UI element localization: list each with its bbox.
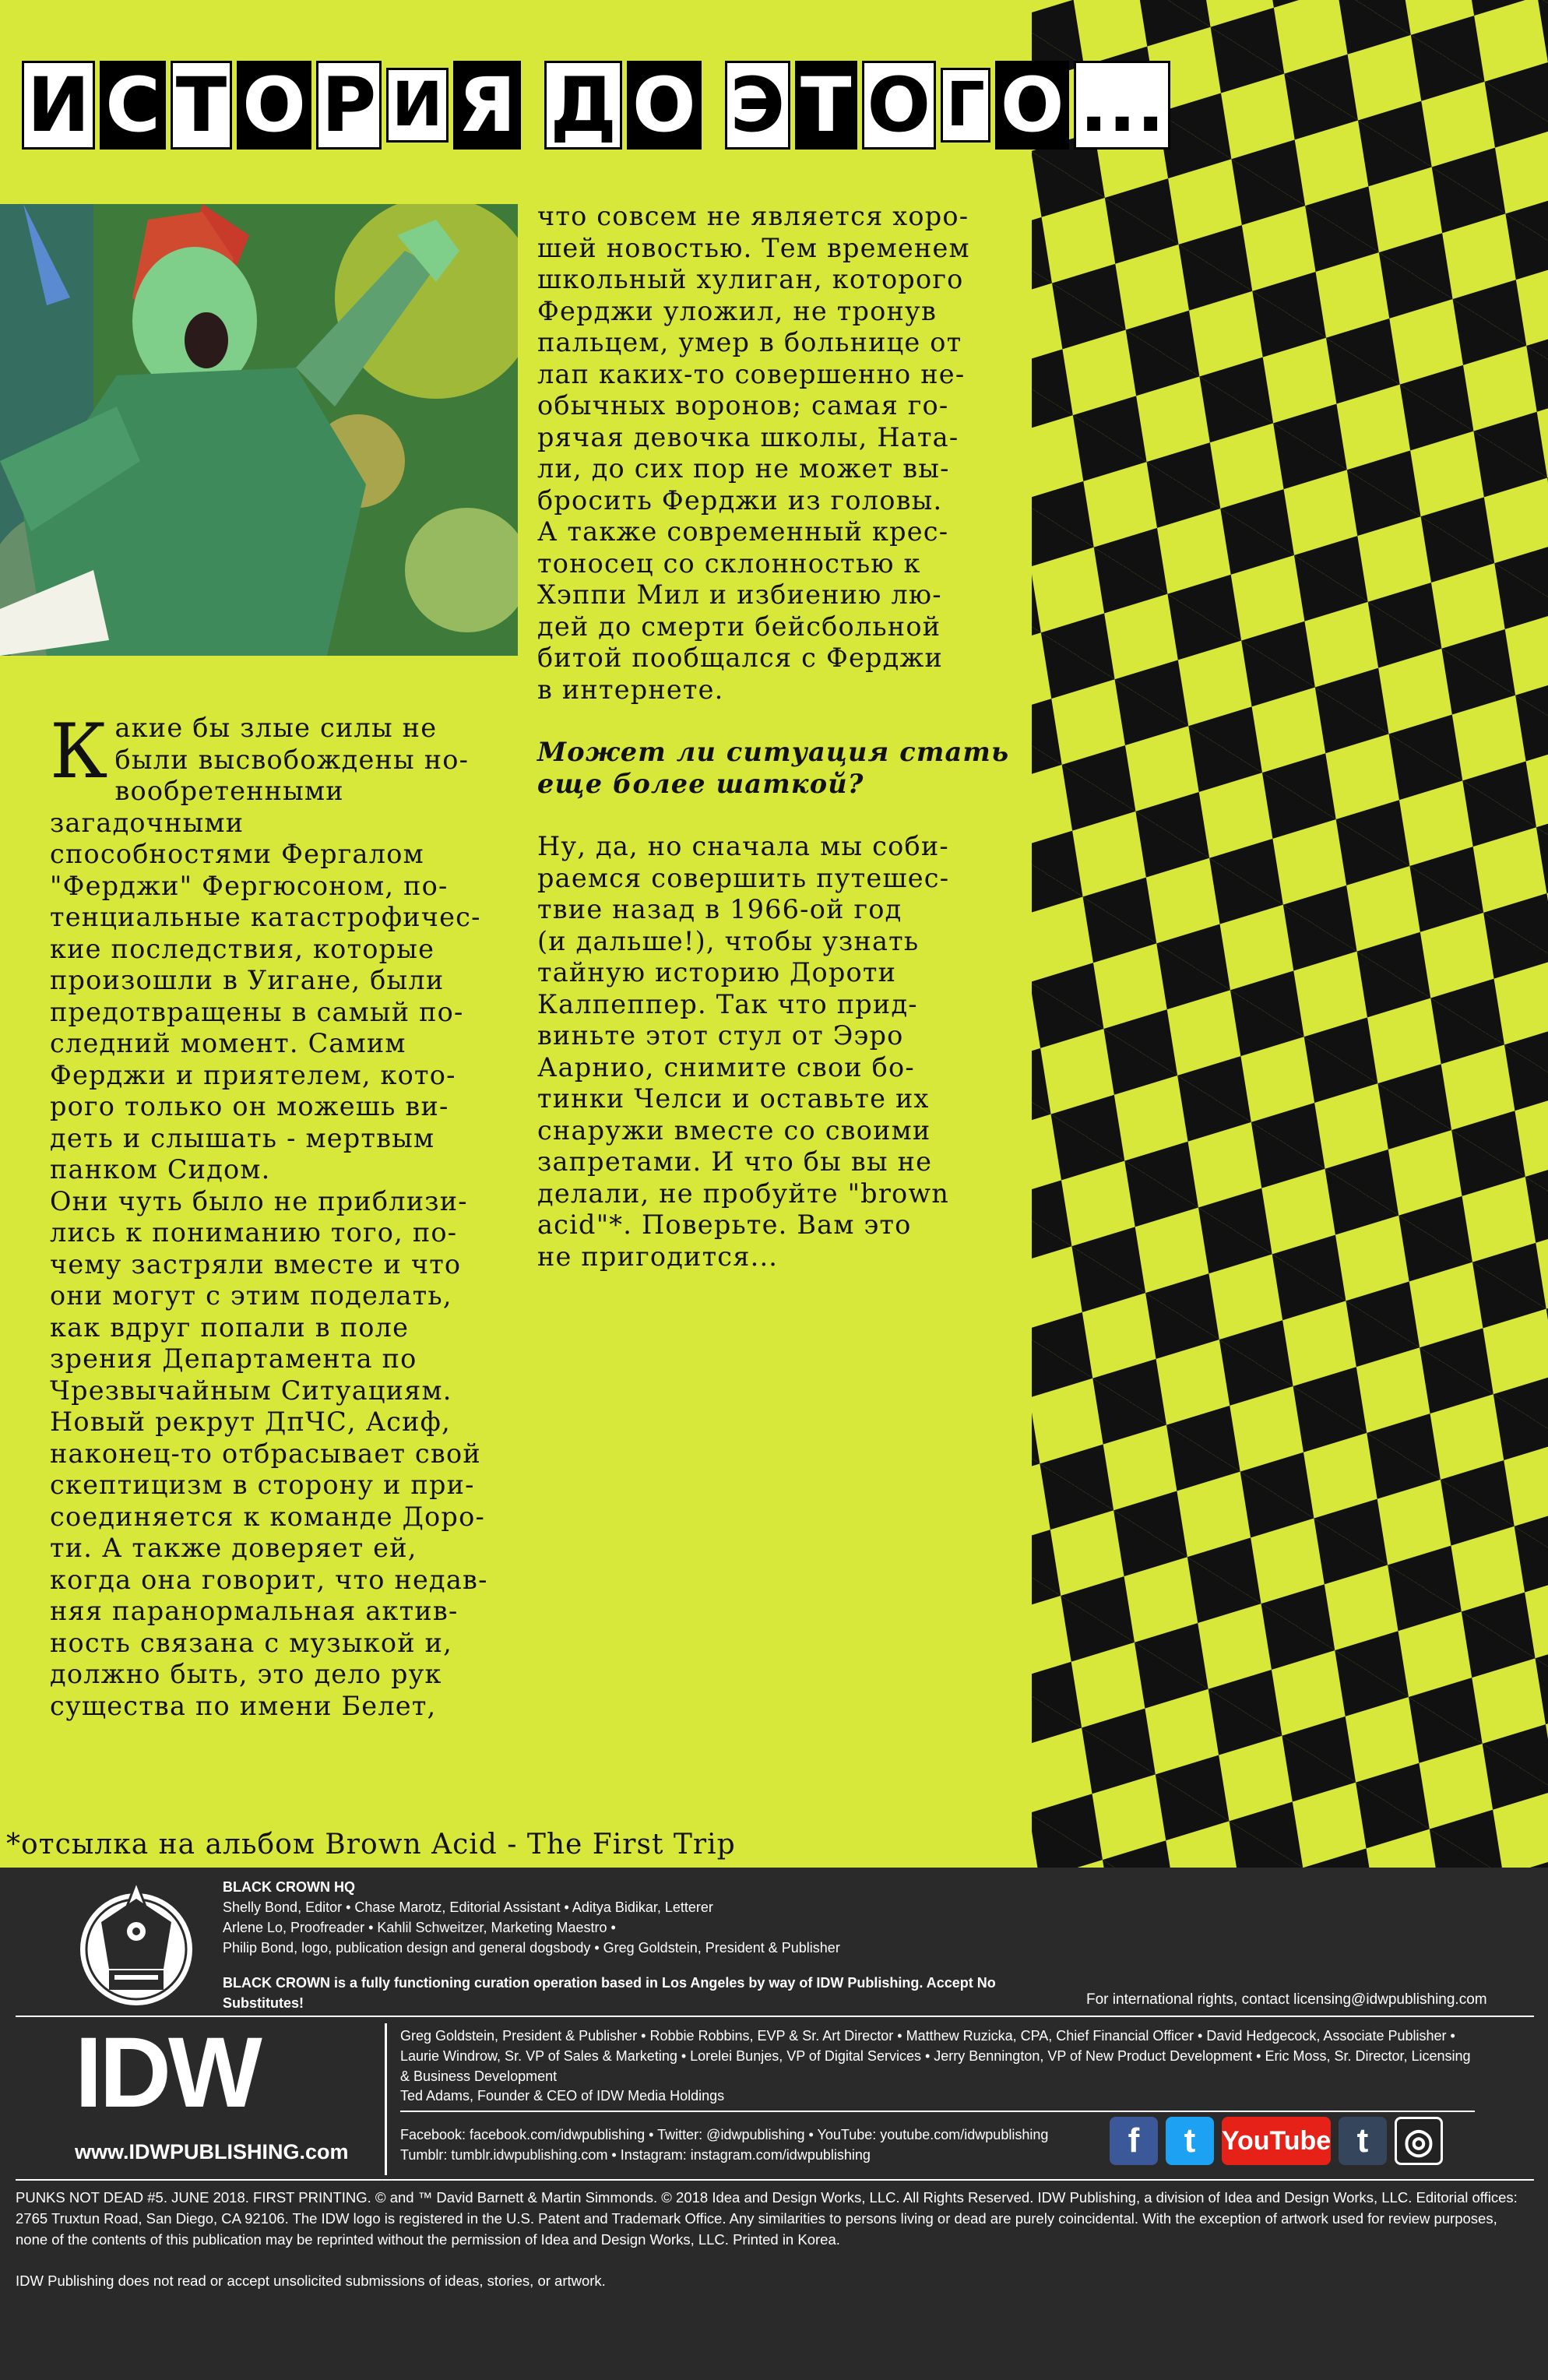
- title-letter: О: [627, 61, 702, 150]
- credits-panel: [0, 1868, 1548, 2380]
- checkerboard-pattern: [1032, 0, 1548, 1868]
- title-letter: Г: [941, 68, 990, 143]
- title-letter: Т: [171, 61, 232, 150]
- instagram-icon[interactable]: ◎: [1395, 2117, 1443, 2165]
- page-title: [22, 55, 1165, 156]
- story-paragraph: что совсем не является хоро- шей новостью. Тем временем школьный хулиган, которого Ферджи уложил, не тронув пальцем, умер в больнице от лап каких-то совершенно не- обычных воронов; самая го- рячая девочка школы, Ната- ли, до сих пор не может вы- бросить Ферджи из головы. А также современный крес- тоносец со склонностью к Хэппи Мил и избиению лю- дей до смерти бейсбольной битой пообщался с Ферджи в интернете.: [537, 201, 970, 705]
- divider: [16, 2179, 1534, 2181]
- black-crown-logo: [74, 1875, 199, 2012]
- divider: [385, 2023, 387, 2175]
- drop-cap: К: [50, 708, 109, 795]
- comic-illustration: [0, 204, 518, 656]
- title-letter: О: [995, 61, 1070, 150]
- idw-staff: Greg Goldstein, President & Publisher • Robbie Robbins, EVP & Sr. Art Director • Matthew Ruzicka, CPA, Chief Financial Officer • David Hedgecock, Associate Publisher • Laurie Windrow, Sr. VP of Sales & Marketing • Lorelei Bunjes, VP of Digital Services • Jerry Bennington, VP of New Product Development • Eric Moss, Sr. Director, Licensing & Business Development: [400, 2028, 1471, 2084]
- title-letter: Д: [544, 61, 622, 150]
- social-line: Facebook: facebook.com/idwpublishing • Twitter: @idwpublishing • YouTube: youtube.com/idwpublishing: [400, 2127, 1049, 2142]
- idw-founder: Ted Adams, Founder & CEO of IDW Media Holdings: [400, 2088, 725, 2104]
- title-letter: Р: [316, 61, 382, 150]
- tumblr-icon[interactable]: t: [1339, 2117, 1387, 2165]
- idw-logo: IDW: [75, 2017, 259, 2128]
- black-crown-heading: BLACK CROWN HQ: [223, 1879, 355, 1895]
- staff-line: Arlene Lo, Proofreader • Kahlil Schweitzer, Marketing Maestro •: [223, 1920, 616, 1935]
- title-letter: И: [386, 68, 448, 143]
- title-letter: О: [237, 61, 311, 150]
- story-column-left: [50, 708, 517, 1722]
- staff-line: Shelly Bond, Editor • Chase Marotz, Editorial Assistant • Aditya Bidikar, Letterer: [223, 1899, 713, 1915]
- story-column-right: [537, 201, 1028, 1273]
- title-letter: ...: [1074, 61, 1170, 150]
- title-letter: О: [862, 61, 937, 150]
- international-rights: For international rights, contact licensing@idwpublishing.com: [1086, 1991, 1487, 2008]
- black-crown-staff: [223, 1897, 1025, 1958]
- story-paragraph: Ну, да, но сначала мы соби- раемся совершить путешес- твие назад в 1966-ой год (и дальше!), чтобы узнать тайную историю Дороти Калпеппер. Так что прид- виньте этот стул от Ээро Аарнио, снимите свои бо- тинки Челси и оставьте их снаружи вместе со своими запретами. И что бы вы не делали, не пробуйте "brown acid"*. Поверьте. Вам это не пригодится...: [537, 831, 950, 1272]
- footnote: *отсылка на альбом Brown Acid - The First Trip: [6, 1829, 736, 1861]
- story-paragraph: Они чуть было не приблизи- лись к пониманию того, по- чему застряли вместе и что они могут с этим поделать, как вдруг попали в поле зрения Департамента по Чрезвычайным Ситуациям. Новый рекрут ДпЧС, Асиф, наконец-то отбрасывает свой скептицизм в сторону и при- соединяется к команде Доро- ти. А также доверяет ей, когда она говорит, что недав- няя паранормальная актив- ность связана с музыкой и, должно быть, это дело рук существа по имени Белет,: [50, 1185, 488, 1721]
- title-letter: Э: [725, 61, 790, 150]
- social-links: [400, 2125, 1101, 2165]
- legal-notice: PUNKS NOT DEAD #5. JUNE 2018. FIRST PRINTING. © and ™ David Barnett & Martin Simmonds. © 2018 Idea and Design Works, LLC. All Rights Reserved. IDW Publishing, a division of Idea and Design Works, LLC. Editorial offices: 2765 Truxtun Road, San Diego, CA 92106. The IDW logo is registered in the U.S. Patent and Trademark Office. Any similarities to persons living or dead are purely coincidental. With the exception of artwork used for review purposes, none of the contents of this publication may be reprinted without the permission of Idea and Design Works, LLC. Printed in Korea.: [16, 2189, 1518, 2248]
- title-letter: С: [100, 61, 165, 150]
- twitter-icon[interactable]: t: [1166, 2117, 1214, 2165]
- black-crown-about: BLACK CROWN is a fully functioning curation operation based in Los Angeles by way of IDW Publishing. Accept No Substitutes!: [223, 1975, 996, 2011]
- social-icons: [1110, 2117, 1443, 2165]
- facebook-icon[interactable]: f: [1110, 2117, 1158, 2165]
- title-letter: Т: [795, 61, 857, 150]
- legal-notice: IDW Publishing does not read or accept unsolicited submissions of ideas, stories, or artwork.: [16, 2273, 606, 2289]
- youtube-icon[interactable]: YouTube: [1222, 2117, 1331, 2165]
- staff-line: Philip Bond, logo, publication design and general dogsbody • Greg Goldstein, President & Publisher: [223, 1940, 840, 1956]
- divider: [400, 2111, 1475, 2112]
- social-line: Tumblr: tumblr.idwpublishing.com • Instagram: instagram.com/idwpublishing: [400, 2147, 871, 2163]
- story-question: Может ли ситуация стать еще более шаткой?: [537, 737, 1010, 799]
- story-paragraph: акие бы злые силы не были высвобождены но- вообретенными загадочными способностями Фергалом "Ферджи" Фергюсоном, по- тенциальные катастрофичес- кие последствия, которые произошли в Уигане, были предотвращены в самый по- следний момент. Самим Ферджи и приятелем, кото- рого только он можешь ви- деть и слышать - мертвым панком Сидом.: [50, 713, 481, 1185]
- title-letter: Я: [453, 61, 522, 150]
- idw-website: www.IDWPUBLISHING.com: [75, 2140, 349, 2163]
- title-letter: И: [22, 61, 95, 150]
